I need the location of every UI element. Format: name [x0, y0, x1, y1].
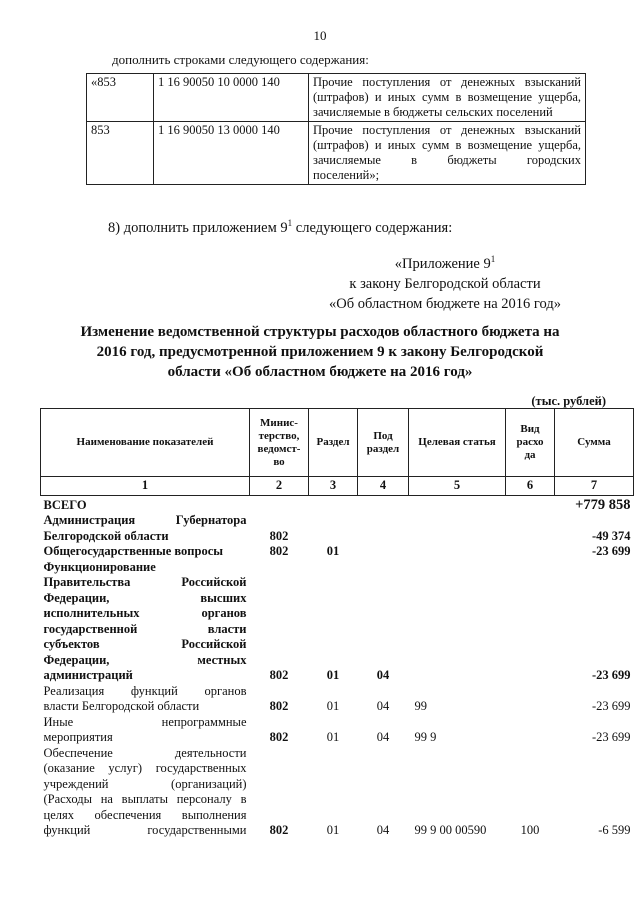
section-cell: 01 [326, 730, 340, 744]
column-number: 5 [409, 477, 506, 496]
kind-cell [506, 513, 555, 544]
sum-cell: -23 699 [591, 668, 631, 682]
revenue-code: 1 16 90050 10 0000 140 [154, 74, 309, 122]
sum-cell: +779 858 [575, 496, 631, 513]
sum-cell: -49 374 [591, 528, 631, 543]
subsection-cell [358, 513, 409, 544]
target-cell: 99 9 00 00590 [414, 823, 487, 837]
sum-cell: -23 699 [591, 730, 631, 744]
section-cell: 01 [326, 668, 340, 682]
ministry-cell: 802 [269, 544, 289, 558]
target-cell: 99 9 [414, 730, 437, 744]
target-cell: 99 [414, 699, 427, 713]
subsection-cell: 04 [376, 699, 390, 713]
sum-cell: -23 699 [591, 699, 631, 713]
table-row [41, 544, 634, 560]
table-number-row [41, 477, 634, 496]
header-kind: Вид расхо да [506, 409, 555, 477]
added-rows-table [86, 73, 586, 185]
subsection-cell: 04 [376, 823, 390, 837]
kind-cell: 100 [520, 823, 540, 837]
kind-cell [506, 544, 555, 560]
row-name: Реализация функций органов власти Белгородской области [43, 683, 247, 713]
kind-cell [506, 684, 555, 715]
kind-cell [506, 495, 555, 513]
subsection-cell [358, 495, 409, 513]
header-subsection: Под раздел [358, 409, 409, 477]
table-row [41, 495, 634, 513]
kind-cell [506, 560, 555, 684]
table-row [41, 715, 634, 746]
sum-cell: -6 599 [598, 823, 631, 837]
header-sum: Сумма [555, 409, 634, 477]
table-row [41, 746, 634, 839]
ministry-cell: 802 [269, 528, 289, 543]
appendix-header: «Приложение $9^1$ к закону Белгородской области «Об областном бюджете на 2016 год» [329, 254, 561, 312]
column-number: 1 [41, 477, 250, 496]
kind-cell [506, 715, 555, 746]
page-number: 10 [313, 28, 327, 43]
row-name: Администрация Губернатора Белгородской области [43, 513, 247, 543]
table-header-row [41, 409, 634, 477]
header-ministry: Минис- терство, ведомст- во [250, 409, 309, 477]
ministry-cell [250, 495, 309, 513]
revenue-description: Прочие поступления от денежных взысканий (штрафов) и иных сумм в возмещение ущерба, зачисляемые в бюджеты городских поселений»; [309, 122, 586, 185]
row-name: Функционирование Правительства Российской Федерации, высших исполнительных органов государственной власти субъектов Российской Федерации, местных администраций [43, 559, 247, 682]
document-title: Изменение ведомственной структуры расходов областного бюджета на 2016 год, предусмотренной приложением 9 к закону Белгородской области «Об областном бюджете на 2016 год» [80, 324, 560, 380]
row-name: ВСЕГО [43, 497, 87, 512]
row-name: Иные непрограммные мероприятия [43, 714, 247, 744]
header-target: Целевая статья [409, 409, 506, 477]
admin-code: «853 [87, 74, 154, 122]
table-row [41, 684, 634, 715]
subsection-cell [358, 544, 409, 560]
ministry-cell: 802 [269, 730, 289, 744]
column-number: 2 [250, 477, 309, 496]
units-label: (тыс. рублей) [531, 394, 606, 408]
header-name: Наименование показателей [41, 409, 250, 477]
sum-cell: -23 699 [591, 544, 631, 558]
row-name: Общегосударственные вопросы [43, 544, 224, 558]
subsection-cell: 04 [376, 668, 390, 682]
ministry-cell: 802 [269, 668, 289, 682]
ministry-cell: 802 [269, 699, 289, 713]
target-cell [409, 544, 506, 560]
revenue-code: 1 16 90050 13 0000 140 [154, 122, 309, 185]
section-cell: 01 [326, 544, 340, 558]
table-row [87, 74, 586, 122]
column-number: 4 [358, 477, 409, 496]
item-8: 8) дополнить приложением $9^1$ следующего содержания: [108, 218, 453, 236]
target-cell [409, 513, 506, 544]
section-cell: 01 [326, 823, 340, 837]
ministry-cell: 802 [269, 823, 289, 837]
section-cell [309, 513, 358, 544]
revenue-description: Прочие поступления от денежных взысканий (штрафов) и иных сумм в возмещение ущерба, зачисляемые в бюджеты сельских поселений [309, 74, 586, 122]
column-number: 7 [555, 477, 634, 496]
column-number: 6 [506, 477, 555, 496]
section-cell [309, 495, 358, 513]
table-row [41, 560, 634, 684]
intro-text: дополнить строками следующего содержания: [112, 52, 369, 67]
target-cell [409, 560, 506, 684]
admin-code: 853 [87, 122, 154, 185]
header-section: Раздел [309, 409, 358, 477]
expenses-table [40, 408, 634, 839]
subsection-cell: 04 [376, 730, 390, 744]
section-cell: 01 [326, 699, 340, 713]
column-number: 3 [309, 477, 358, 496]
table-row [41, 513, 634, 544]
table-row [87, 122, 586, 185]
target-cell [409, 495, 506, 513]
row-name: Обеспечение деятельности (оказание услуг) государственных учреждений (организаций) (Расходы на выплаты персоналу в целях обеспечения выполнения функций государственными [43, 745, 247, 837]
